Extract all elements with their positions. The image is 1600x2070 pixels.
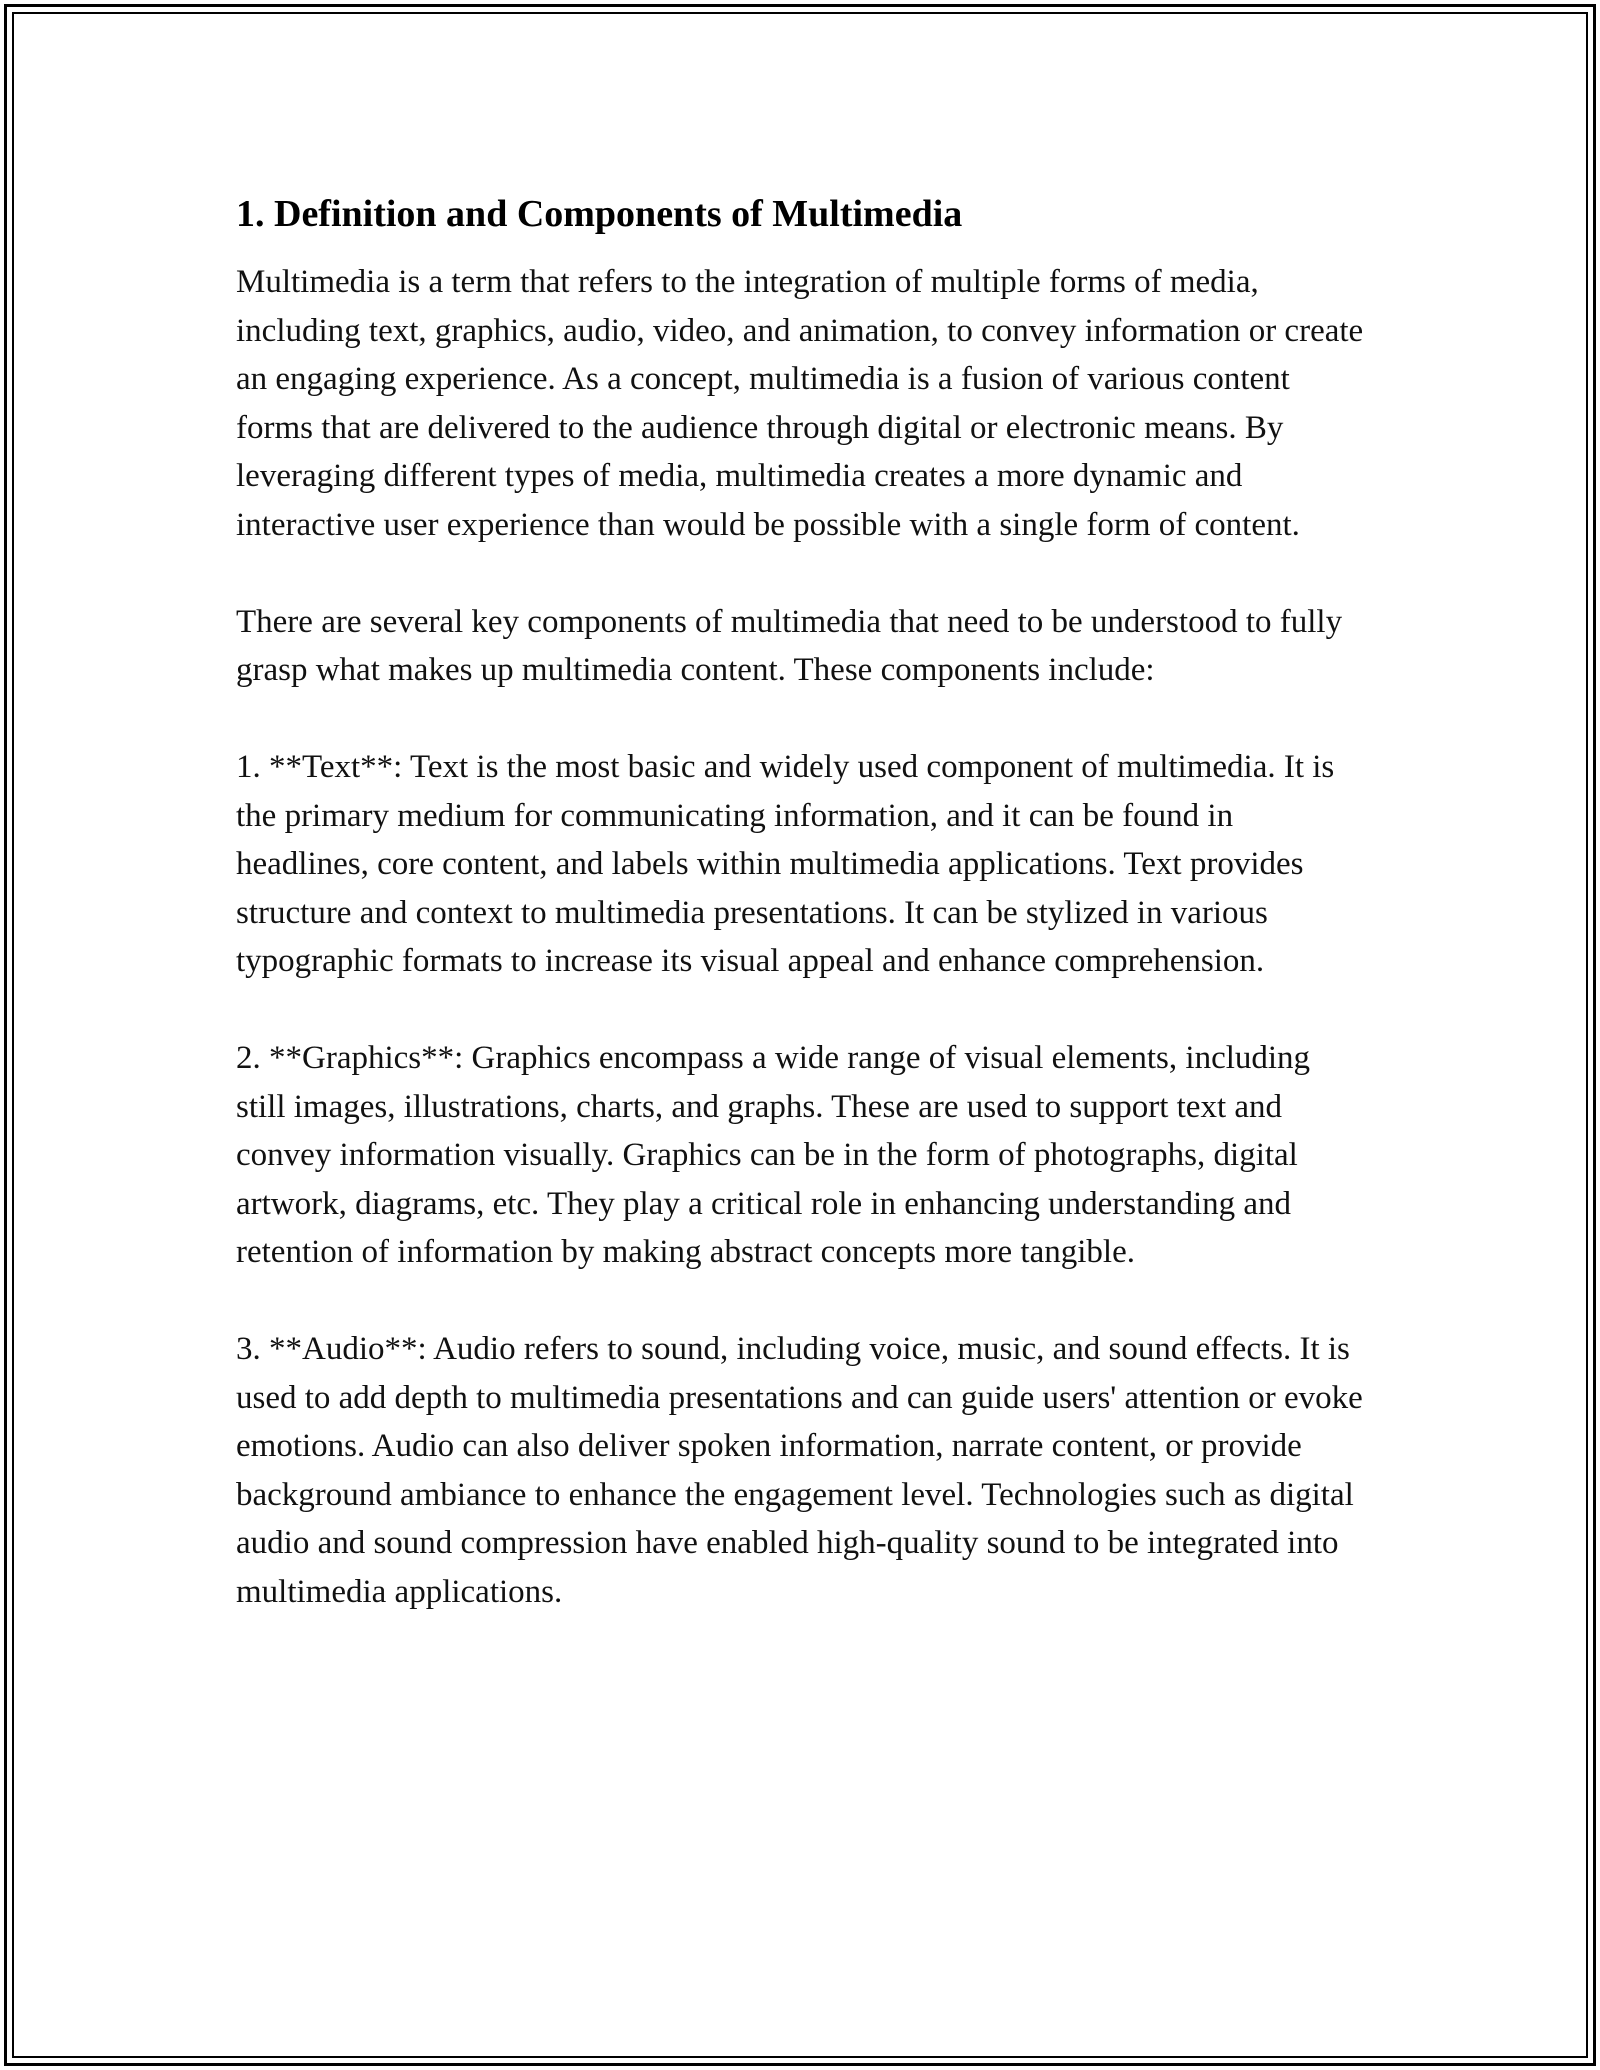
section-heading: 1. Definition and Components of Multimedia — [236, 193, 963, 235]
paragraph-components-intro: There are several key components of multimedia that need to be understood to fully grasp what makes up multimedia content. These components include: — [236, 603, 1343, 688]
paragraph-graphics-component: 2. **Graphics**: Graphics encompass a wide range of visual elements, including still images, illustrations, charts, and graphs. These are used to support text and convey information visually. Graphics can be in the form of photographs, digital artwork, diagrams, etc. They play a critical role in enhancing understanding and retention of information by making abstract concepts more tangible. — [236, 1040, 1311, 1270]
paragraph-text-component: 1. **Text**: Text is the most basic and widely used component of multimedia. It is the primary medium for communicating information, and it can be found in headlines, core content, and labels within multimedia applications. Text provides structure and context to multimedia presentations. It can be stylized in various typographic formats to increase its visual appeal and enhance comprehension. — [236, 749, 1335, 979]
paragraph-audio-component: 3. **Audio**: Audio refers to sound, including voice, music, and sound effects. It is used to add depth to multimedia presentations and can guide users' attention or evoke emotions. Audio can also deliver spoken information, narrate content, or provide background ambiance to enhance the engagement level. Technologies such as digital audio and sound compression have enabled high-quality sound to be integrated into multimedia applications. — [236, 1331, 1363, 1610]
paragraph-definition: Multimedia is a term that refers to the integration of multiple forms of media, including text, graphics, audio, video, and animation, to convey information or create an engaging experience. As a concept, multimedia is a fusion of various content forms that are delivered to the audience through digital or electronic means. By leveraging different types of media, multimedia creates a more dynamic and interactive user experience than would be possible with a single form of content. — [236, 264, 1364, 543]
document-body — [236, 186, 1366, 1665]
